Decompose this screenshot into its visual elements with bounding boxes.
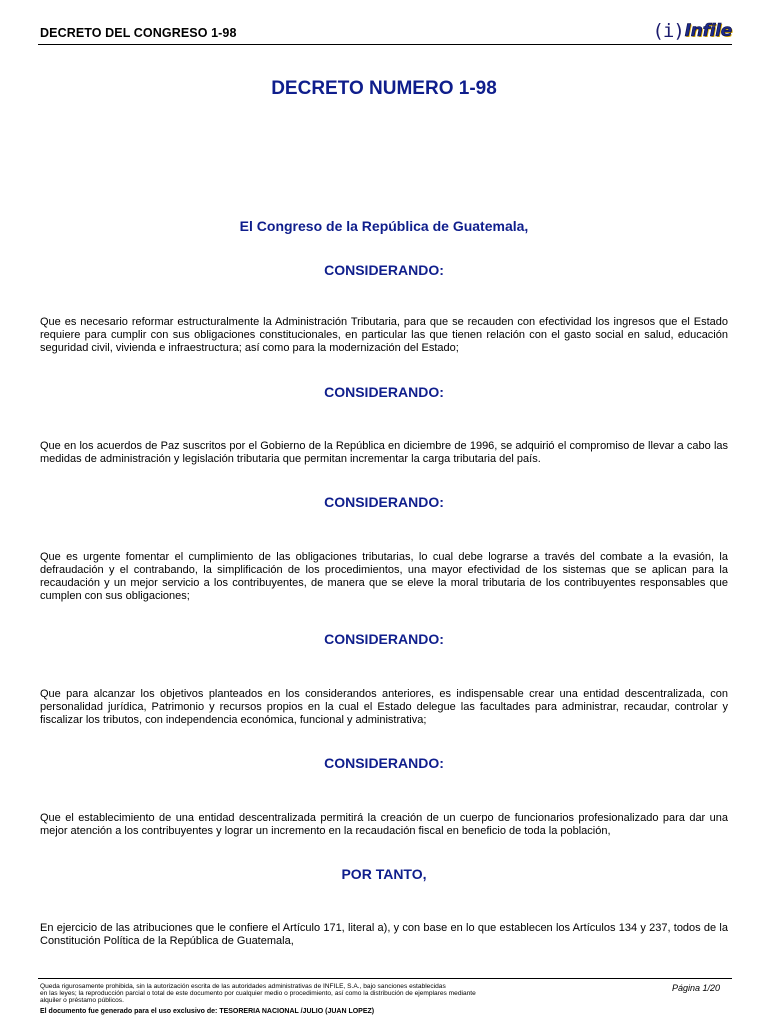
footer-legal-notice [40,983,560,1004]
closing-paragraph: En ejercicio de las atribuciones que le confiere el Artículo 171, literal a), y con base en lo que establecen los Artículos 134 y 237, todos de la Constitución Política de la República de Guatemala, [40,922,728,947]
page-number: Página 1/20 [671,983,720,993]
congress-heading: El Congreso de la República de Guatemala, [239,218,529,234]
considerando-paragraph-3: Que es urgente fomentar el cumplimiento de las obligaciones tributarias, lo cual debe lograrse a través del combate a la evasión, la defraudación y el contrabando, la simplificación de los procedimientos, una mayor efectividad de los sistemas que se aplican para la recaudación y un mejor servicio a los contribuyentes, de manera que se eleve la moral tributaria de los contribuyentes responsables que cumplen con sus obligaciones; [40,551,728,602]
por-tanto-heading: POR TANTO, [341,866,427,882]
page-header [38,18,732,45]
considerando-heading-3: CONSIDERANDO: [324,494,444,510]
considerando-heading-1: CONSIDERANDO: [324,262,444,278]
logo-text: Infile [684,21,732,41]
logo-mark: (i) [652,20,684,42]
footer-user-notice: El documento fue generado para el uso exclusivo de: TESORERIA NACIONAL /JULIO (JUAN LOPEZ) [40,1008,375,1015]
footer-legal-line: en las leyes; la reproducción parcial o total de este documento por cualquier medio o procedimiento, así como la distribución de ejemplares mediante [40,990,476,997]
footer-legal-line: Queda rigurosamente prohibida, sin la autorización escrita de las autoridades administrativas de INFILE, S.A., bajo sanciones establecidas [40,983,446,990]
considerando-paragraph-1: Que es necesario reformar estructuralmente la Administración Tributaria, para que se recauden con efectividad los ingresos que el Estado requiere para cumplir con sus obligaciones constitucionales, en particular las que tienen relación con el gasto social en salud, educación seguridad civil, vivienda e infraestructura; así como para la modernización del Estado; [40,316,728,354]
infile-logo [652,20,732,42]
considerando-heading-2: CONSIDERANDO: [324,384,444,400]
considerando-heading-4: CONSIDERANDO: [324,631,444,647]
considerando-paragraph-5: Que el establecimiento de una entidad descentralizada permitirá la creación de un cuerpo de funcionarios profesionalizado para dar una mejor atención a los contribuyentes y lograr un incremento en la recaudación fiscal en beneficio de toda la población, [40,812,728,837]
header-title: DECRETO DEL CONGRESO 1-98 [40,26,237,40]
considerando-paragraph-2: Que en los acuerdos de Paz suscritos por el Gobierno de la República en diciembre de 1996, se adquirió el compromiso de llevar a cabo las medidas de administración y legislación tributaria que permitan incrementar la carga tributaria del país. [40,440,728,465]
footer-divider [38,978,732,979]
considerando-paragraph-4: Que para alcanzar los objetivos planteados en los considerandos anteriores, es indispensable crear una entidad descentralizada, con personalidad jurídica, Patrimonio y recursos propios en la cual el Estado delegue las facultades para administrar, recaudar, controlar y fiscalizar los tributos, con independencia económica, funcional y administrativa; [40,688,728,726]
footer-legal-line: alquiler o préstamo públicos. [40,997,124,1004]
considerando-heading-5: CONSIDERANDO: [324,755,444,771]
document-title: DECRETO NUMERO 1-98 [271,78,497,99]
